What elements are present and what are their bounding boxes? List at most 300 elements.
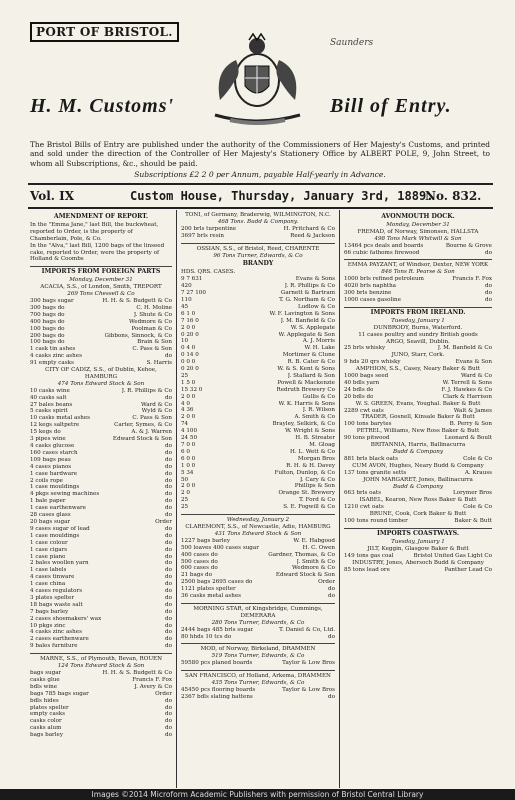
cargo-description: 27 bales beans	[30, 401, 73, 408]
consignee: do	[165, 470, 172, 477]
cargo-description: 4 cases regulators	[30, 588, 83, 595]
cargo-description: casks glue	[30, 676, 60, 683]
consignee: do	[165, 601, 172, 608]
imports-ireland-title: IMPORTS FROM IRELAND.	[370, 308, 466, 316]
cargo-description: 2289 cwt oats	[344, 407, 384, 414]
consignee: do	[165, 491, 172, 498]
consignee: S. E. Fogwill & Co	[283, 504, 335, 511]
consignee: H. H. & S. Budgett & Co	[102, 297, 172, 304]
consignee: T. Daniel & Co, Ltd.	[279, 626, 335, 633]
ship-trader: TRADER, Gosnell, Kinsale Baker & Butt	[361, 414, 475, 421]
cargo-row	[30, 491, 172, 498]
consignee: J. Avery & Co	[134, 683, 172, 690]
cargo-description: 1 cask tin ashes	[30, 346, 76, 353]
consignee: do	[165, 477, 172, 484]
cargo-row	[344, 345, 492, 352]
consignee: H. H. & S. Budgett & Co	[102, 670, 172, 676]
brandy-column-heads: HDS. QRS. CASES.	[181, 269, 236, 276]
cargo-row	[30, 616, 172, 623]
cargo-description: 100 bags do	[30, 325, 65, 332]
cargo-row	[30, 526, 172, 533]
consignee: Baker & Butt	[454, 518, 492, 525]
cargo-description: 420	[181, 283, 192, 290]
consignee: J. R. Wilson	[302, 407, 335, 414]
cadiz-cargo	[30, 388, 172, 650]
amendment-note-1: In the "Emma Jane," last Bill, the buckwheat, reported to Order, is the property of Chamberlain, Pole, & Co.	[30, 221, 159, 242]
ship-industry: INDUSTRY, Jones, Abersoch Budd & Company	[352, 559, 484, 566]
consignee: Cole & Co	[463, 504, 492, 511]
ship-argo: ARGO, Seavill, Dublin.	[386, 338, 450, 345]
fremad-cargo	[344, 243, 492, 257]
cargo-description: 18 bags waste salt	[30, 601, 83, 608]
consignee: W. F. Lavington & Sons	[269, 310, 335, 317]
cargo-row	[30, 677, 172, 684]
cargo-row	[181, 497, 335, 504]
title-bill-of-entry: Bill of Entry.	[330, 95, 452, 117]
cargo-row	[181, 414, 335, 421]
consignee: do	[165, 394, 172, 401]
consignee: Bourne & Grove	[445, 242, 492, 249]
cargo-description: 4 casks zinc ashes	[30, 353, 82, 360]
consignee: Mortimer & Clune	[282, 352, 335, 359]
cargo-description: 1000 brls refined petroleum	[344, 276, 424, 283]
consignee: do	[165, 498, 172, 505]
cargo-description: 3 pipes wine	[30, 436, 66, 443]
cargo-description: 0 20 0	[181, 331, 199, 338]
cargo-row	[181, 627, 335, 634]
cargo-description: 300 bags sugar	[30, 297, 74, 304]
consignee: do	[165, 594, 172, 601]
cargo-row	[344, 297, 492, 304]
cargo-description: 1 case hardware	[30, 470, 78, 477]
cargo-row	[181, 373, 335, 380]
volume-number: Vol. IX	[30, 189, 75, 203]
cargo-row	[181, 456, 335, 463]
cargo-description: 10 casks wine	[30, 387, 70, 394]
cargo-description: bags 785 bags sugar	[30, 690, 89, 697]
consignee: do	[165, 553, 172, 560]
consignee: B. Perry & Son	[449, 421, 492, 428]
cargo-row	[30, 388, 172, 395]
consignee: do	[165, 718, 172, 725]
ship-emma-payzant-tons: 846 Tons R. Pearse & Son	[381, 269, 455, 276]
cargo-description: 1000 cases gasoline	[344, 296, 401, 303]
cargo-description: 25	[181, 372, 189, 379]
cargo-description: bdls wine	[30, 683, 58, 690]
cargo-row	[181, 559, 335, 566]
cargo-description: 25	[181, 504, 189, 511]
cargo-row	[30, 609, 172, 616]
dateline-rule	[28, 207, 493, 209]
cargo-row	[344, 518, 492, 525]
title-hm-customs: H. M. Customs'	[30, 95, 175, 117]
cargo-row	[181, 366, 335, 373]
cargo-description: 300 brls benzine	[344, 290, 392, 297]
consignee: J. M. Banfield & Co	[437, 345, 492, 352]
column-divider-1	[176, 210, 177, 788]
consignee: do	[165, 505, 172, 512]
consignee: Order	[155, 518, 172, 525]
cargo-row	[344, 290, 492, 297]
cargo-row	[30, 319, 172, 326]
cargo-description: 1 case mouldings	[30, 532, 80, 539]
claremont-cargo	[181, 538, 335, 600]
acacia-cargo	[30, 298, 172, 367]
cargo-row	[30, 602, 172, 609]
consignee: J. Cary & Co	[300, 476, 335, 483]
cargo-row	[344, 470, 492, 477]
cargo-description: 25	[181, 497, 189, 504]
consignee: Panther Lead Co	[444, 566, 492, 573]
consignee: do	[165, 449, 172, 456]
jilt-cargo	[344, 553, 492, 560]
cargo-row	[181, 338, 335, 345]
cargo-row	[30, 395, 172, 402]
consignee: Lorymer Bros	[452, 490, 492, 497]
cargo-description: 110	[181, 296, 192, 303]
port-of-bristol-box: PORT OF BRISTOL.	[30, 22, 179, 42]
cargo-description: 300 bags do	[30, 304, 65, 311]
separator	[344, 259, 492, 260]
cargo-description: 1 case mouldings	[30, 484, 80, 491]
cargo-row	[181, 290, 335, 297]
consignee: Walt & James	[453, 407, 492, 414]
cargo-description: 100 tons round timber	[344, 518, 408, 525]
cargo-description: 1 case cigars	[30, 546, 68, 553]
cargo-description: 2 coils rope	[30, 477, 63, 484]
cargo-row	[181, 394, 335, 401]
ship-britannia: BRITANNIA, Harris, Ballinacurra	[370, 442, 466, 449]
consignee: J. R. Phillips & Co	[121, 387, 172, 394]
ship-marne: MARNE, S.S., of Plymouth, Bevan, ROUEN	[39, 656, 163, 663]
consignee: A. Smith & Co	[294, 414, 335, 421]
cargo-description: 881 brls black oats	[344, 455, 398, 462]
cargo-row	[30, 554, 172, 561]
ship-claremont: CLAREMONT, S.S., of Newcastle, Adie, HAMBURG	[185, 523, 331, 530]
ship-cum-avon: CUM AVON, Hughes, Neary Budd & Company	[352, 462, 484, 469]
cargo-row	[181, 401, 335, 408]
cargo-row	[181, 435, 335, 442]
cargo-description: 2 cases earthenware	[30, 636, 89, 643]
consignee: A. J. Morris	[302, 338, 335, 345]
consignee: Cole & Co	[463, 455, 492, 462]
cargo-row	[30, 595, 172, 602]
john-margaret-agent: Budd & Company	[392, 483, 444, 490]
emma-payzant-cargo	[344, 276, 492, 304]
cargo-row	[344, 490, 492, 497]
consignee: T. G. Northam & Co	[279, 296, 335, 303]
cargo-row	[30, 298, 172, 305]
cargo-row	[30, 560, 172, 567]
cargo-row	[30, 450, 172, 457]
cargo-row	[181, 687, 335, 694]
cargo-row	[344, 250, 492, 257]
cargo-description: bags barley	[30, 732, 63, 739]
cargo-description: bags sugar	[30, 670, 62, 676]
royal-coat-of-arms	[200, 30, 315, 130]
cargo-row	[181, 634, 335, 641]
coastways-date: Tuesday, January 1	[391, 538, 445, 545]
consignee: W. E. Habgood	[293, 537, 335, 544]
column-right	[344, 212, 492, 787]
cargo-description: 4 casks glucose	[30, 443, 75, 449]
cargo-description: 7 bags barley	[30, 608, 69, 615]
ship-acacia: ACACIA, S.S., of London, Smith, TREPORT	[40, 284, 162, 291]
cargo-description: 200 bags do	[30, 332, 65, 339]
consignee: Wedmore & Co	[128, 318, 172, 325]
ship-brune: BRUNE, Cook, Cork Baker & Butt	[369, 511, 467, 518]
consignee: do	[165, 463, 172, 470]
cargo-description: 15 32 0	[181, 386, 203, 393]
cargo-row	[30, 623, 172, 630]
san-francisco-cargo	[181, 687, 335, 701]
consignee: W. K. Harris & Sons	[278, 400, 335, 407]
consignee: W. Applegate & Son	[278, 331, 335, 338]
cargo-description: 3697 brls resin	[181, 232, 224, 239]
cargo-row	[181, 387, 335, 394]
brune-cargo	[344, 518, 492, 525]
cargo-description: 5 34	[181, 469, 194, 476]
consignee: R. H. & H. Davey	[286, 462, 335, 469]
imports-date: Monday, December 31	[69, 277, 133, 284]
cargo-row	[30, 346, 172, 353]
cargo-row	[30, 498, 172, 505]
ship-morning-star-tons: 280 Tons Turner, Edwards, & Co	[211, 619, 305, 626]
cargo-description: 4 100	[181, 428, 198, 435]
cargo-row	[30, 588, 172, 595]
cargo-description: 2 0 0	[181, 393, 196, 400]
cargo-row	[30, 353, 172, 360]
cargo-row	[30, 305, 172, 312]
cargo-row	[344, 243, 492, 250]
cargo-description: 1 case colour	[30, 539, 68, 546]
cargo-row	[30, 705, 172, 712]
consignee: Powell & Mackenzie	[277, 379, 335, 386]
consignee: do	[165, 636, 172, 643]
cargo-description: 80 hhds 10 tcs do	[181, 633, 232, 640]
cargo-description: 45450 pcs flooring boards	[181, 687, 256, 693]
cargo-row	[344, 553, 492, 560]
consignee: Brayley, Selkirk, & Co	[272, 421, 335, 428]
cargo-row	[181, 276, 335, 283]
cargo-row	[30, 360, 172, 367]
imports-foreign-title: IMPORTS FROM FOREIGN PARTS	[41, 268, 161, 276]
cargo-row	[30, 636, 172, 643]
consignee: Ward & Co	[460, 373, 492, 380]
cargo-description: 2 0 0	[181, 324, 196, 331]
cargo-row	[30, 643, 172, 650]
consignee: J. M. Banfield & Co	[280, 317, 335, 324]
ship-san-francisco-tons: 435 Tons Turner, Edwards, & Co	[211, 680, 305, 687]
cum-avon-cargo	[344, 470, 492, 477]
ship-juno: JUNO, Starr, Cork.	[391, 352, 445, 359]
column-left	[30, 212, 172, 787]
cargo-row	[30, 540, 172, 547]
consignee: Brain & Son	[137, 339, 172, 346]
cargo-description: 0 20 0	[181, 366, 199, 373]
consignee: do	[165, 615, 172, 622]
cargo-row	[181, 449, 335, 456]
consignee: H. L. Wett & Co	[290, 448, 335, 455]
ship-cadiz-tons: 474 Tons Edward Stock & Son	[57, 380, 145, 387]
consignee: Gullis & Co	[302, 393, 335, 400]
cargo-description: 137 tons granite setts	[344, 469, 407, 476]
cargo-row	[30, 443, 172, 450]
cargo-row	[181, 428, 335, 435]
ship-dunbrody: DUNBRODY, Burns, Waterford.	[373, 324, 463, 331]
handwritten-signature: Saunders	[330, 38, 374, 48]
cargo-description: 90 tons pitwood	[344, 435, 390, 442]
cargo-description: 100 bags do	[30, 339, 65, 346]
cargo-description: 0 0 0	[181, 359, 196, 366]
cargo-description: 1121 plates spelter	[181, 586, 236, 593]
consignee: Edward Stock & Son	[112, 436, 172, 443]
consignee: do	[165, 443, 172, 449]
cargo-description: 109 bags peas	[30, 456, 71, 463]
ship-john-margaret: JOHN MARGARET, Jones, Ballinacurra	[363, 476, 473, 483]
cargo-description: 40 casks salt	[30, 394, 67, 401]
amphion-cargo	[344, 373, 492, 401]
issue-number: No. 832.	[425, 189, 482, 203]
separator	[181, 514, 335, 515]
consignee: Order	[155, 690, 172, 697]
cargo-description: 2 0 0	[181, 483, 196, 490]
ship-mod: MOD, of Norway, Birkeland, DRAMMEN	[200, 646, 316, 653]
cargo-row	[30, 629, 172, 636]
cargo-description: 25 brls whisky	[344, 345, 386, 352]
ossian-cargo	[181, 276, 335, 511]
cargo-row	[30, 478, 172, 485]
cargo-description: 20 bags sugar	[30, 518, 71, 525]
cargo-description: 10	[181, 338, 189, 345]
marne-cargo	[30, 670, 172, 739]
cargo-row	[181, 380, 335, 387]
cargo-description: 2 cases shoemakers' wax	[30, 615, 102, 622]
trader-cargo	[344, 421, 492, 428]
cargo-description: 13464 pcs deals and boards	[344, 242, 424, 249]
cargo-row	[344, 504, 492, 511]
juno-cargo	[344, 359, 492, 366]
cargo-row	[181, 470, 335, 477]
cargo-row	[30, 505, 172, 512]
consignee: Taylor & Low Bros	[282, 687, 335, 693]
cargo-description: 6 1 0	[181, 310, 196, 317]
consignee: Francis F. Fox	[452, 276, 492, 283]
cargo-row	[181, 283, 335, 290]
consignee: do	[165, 456, 172, 463]
ship-city-of-cadiz: CITY OF CADIZ, S.S., of Dublin, Kehoe, HAMBURG	[45, 367, 157, 380]
cargo-description: 50	[181, 476, 189, 483]
cargo-description: 7 16 0	[181, 317, 199, 324]
separator	[344, 528, 492, 529]
cargo-description: 2 0	[181, 490, 190, 497]
ship-acacia-tons: 269 Tons Chessell & Co	[67, 291, 135, 298]
cargo-description: 2 bales woollen yarn	[30, 560, 89, 567]
cargo-row	[30, 484, 172, 491]
cargo-description: 4020 brls naphtha	[344, 283, 397, 290]
toni-cargo	[181, 226, 335, 240]
cargo-row	[30, 725, 172, 732]
cargo-description: 700 bags do	[30, 311, 65, 318]
cargo-description: 1 5 0	[181, 379, 196, 386]
cargo-row	[30, 684, 172, 691]
cargo-description: 24 bdls do	[344, 386, 374, 393]
cargo-row	[30, 415, 172, 422]
cargo-row	[181, 233, 335, 240]
cargo-description: 4 casks zinc ashes	[30, 629, 82, 636]
cargo-description: 1 case labels	[30, 567, 67, 574]
cargo-description: 40 bdls yarn	[344, 379, 380, 386]
consignee: do	[485, 290, 492, 297]
separator	[181, 243, 335, 244]
cargo-row	[181, 304, 335, 311]
cargo-row	[344, 276, 492, 283]
cargo-row	[181, 297, 335, 304]
cargo-description: 7 27 100	[181, 290, 206, 297]
cargo-row	[30, 711, 172, 718]
cargo-description: bdls hides	[30, 697, 59, 704]
cargo-description: 6 0 0	[181, 455, 196, 462]
cargo-description: 100 tons barytes	[344, 421, 392, 428]
cargo-row	[30, 436, 172, 443]
cargo-row	[181, 504, 335, 511]
cargo-row	[181, 586, 335, 593]
ship-morning-star: MORNING STAR, of Kingsbridge, Cummings, DEMERARA	[193, 605, 323, 619]
consignee: W. S. Applegate	[290, 324, 335, 331]
cargo-row	[30, 402, 172, 409]
cargo-row	[181, 552, 335, 559]
ship-isabel: ISABEL, Kearon, New Ross Baker & Butt	[359, 497, 477, 504]
consignee: J. Smith & Co	[296, 558, 335, 565]
argo-cargo	[344, 345, 492, 352]
consignee: A. & J. Warren	[131, 429, 172, 436]
cargo-description: casks color	[30, 718, 62, 725]
consignee: do	[328, 593, 335, 600]
cargo-row	[344, 380, 492, 387]
subscription-line: Subscriptions £2 2 0 per Annum, payable Half-yearly in Advance.	[134, 170, 386, 179]
ship-san-francisco: SAN FRANCISCO, of Holland, Arkema, DRAMMEN	[185, 673, 331, 680]
ship-ossian: OSSIAN, S.S., of Bristol, Reed, CHARENTE	[196, 245, 320, 252]
imports-coastways-title: IMPORTS COASTWAYS.	[376, 529, 460, 537]
consignee: do	[165, 484, 172, 491]
cargo-row	[30, 547, 172, 554]
amendment-title: AMENDMENT OF REPORT.	[53, 213, 149, 220]
ship-jilt: JILT, Keggin, Glasgow Baker & Butt	[367, 545, 469, 552]
ship-fremad-tons: 498 Tons Mark Whitwill & Son	[374, 235, 462, 242]
petrel-cargo	[344, 435, 492, 442]
cargo-row	[30, 670, 172, 677]
cargo-description: 149 tons gas coal	[344, 552, 394, 559]
ireland-date: Tuesday, January 1	[391, 317, 445, 324]
separator	[344, 307, 492, 308]
cargo-description: empty casks	[30, 711, 65, 718]
consignee: Evans & Sons	[295, 276, 335, 283]
britannia-cargo	[344, 456, 492, 463]
consignee: do	[165, 704, 172, 711]
cargo-row	[344, 359, 492, 366]
ship-fremad: FREMAD, of Norway, Simonsen, HALLSTA	[357, 228, 479, 235]
ws-green-cargo	[344, 408, 492, 415]
cargo-description: 1210 cwt oats	[344, 504, 384, 511]
ship-petrel: PETREL, Williams, New Ross Baker & Butt	[356, 428, 480, 435]
consignee: Bristol United Gas Light Co	[413, 552, 492, 559]
separator	[181, 643, 335, 644]
brandy-heading: BRANDY	[242, 260, 274, 268]
separator	[181, 670, 335, 671]
cargo-description: 4 pkgs sewing machines	[30, 491, 100, 498]
separator	[181, 603, 335, 604]
cargo-row	[30, 429, 172, 436]
